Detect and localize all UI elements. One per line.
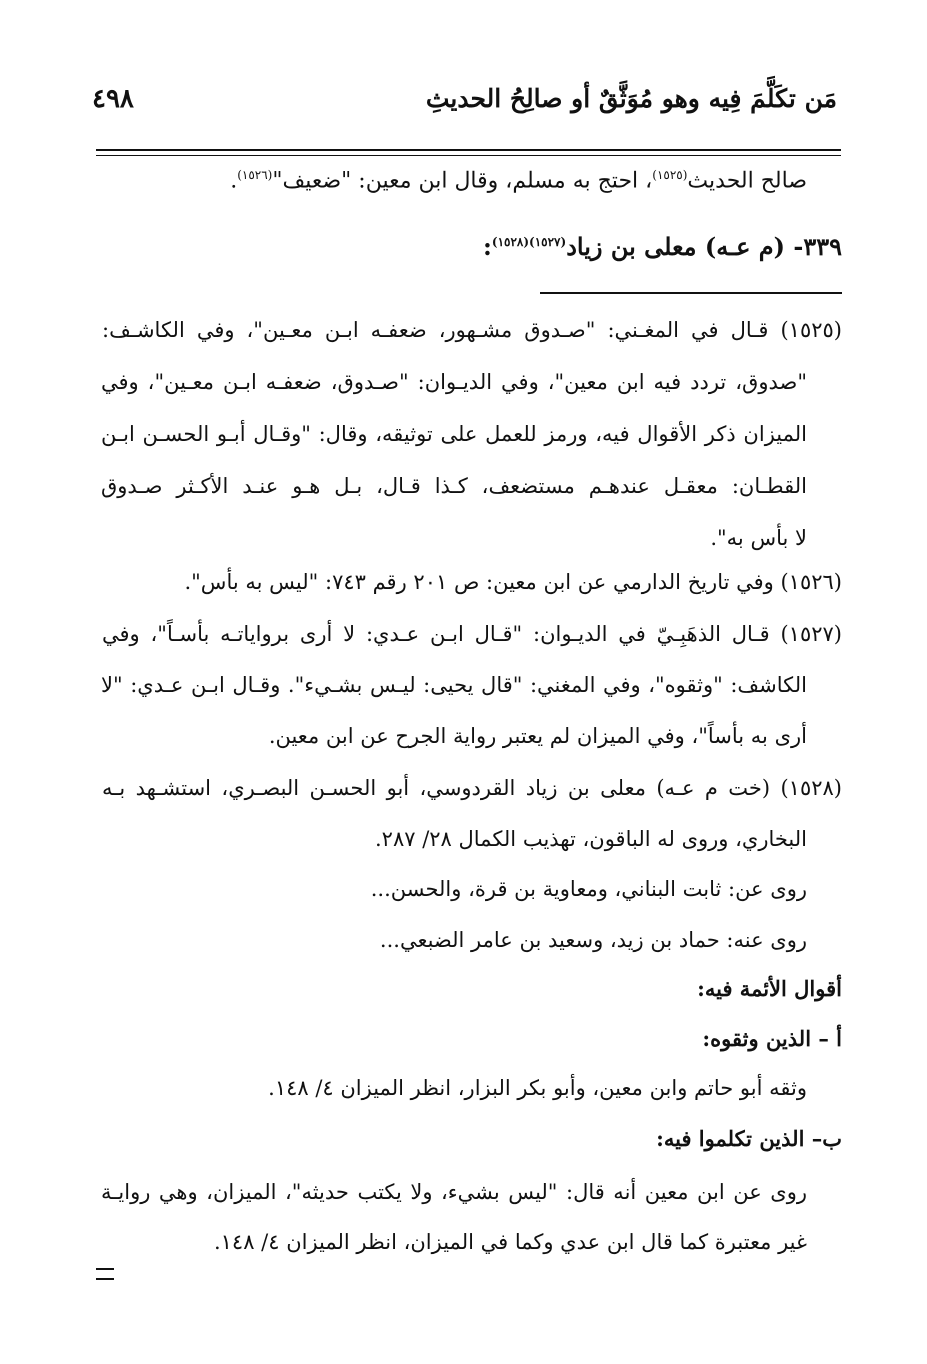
footnote-ref-1527: (١٥٢٧) bbox=[529, 235, 567, 249]
footnote-ref-1528: (١٥٢٨) bbox=[491, 235, 530, 249]
footnote-1528-line-2: البخاري، وروى له الباقون، تهذيب الكمال ٢٨/ ٢٨٧. bbox=[374, 827, 807, 851]
ba-text-line-1: روى عن ابن معين أنه قال: "ليس بشيء، ولا يكتب حديثه"، الميزان، وهي روايـة bbox=[101, 1180, 807, 1204]
running-header-title: مَن تكَلَّمَ فِيه وهو مُوَثَّقٌ أو صالِحُ الحديثِ bbox=[425, 84, 837, 113]
footnote-1527-line-3: أرى به بأساً"، وفي الميزان لم يعتبر رواية الجرح عن ابن معين. bbox=[268, 724, 807, 748]
footnote-1527-line-1: (١٥٢٧) قـال الذهَبِـيّ في الديـوان: "قـال ابـن عـدي: لا أرى برواياتـه بأسـاً"، وفي bbox=[102, 622, 842, 646]
aqwal-heading: أقوال الأئمة فيه: bbox=[697, 976, 842, 1001]
footnote-1526: (١٥٢٦) وفي تاريخ الدارمي عن ابن معين: ص ٢٠١ رقم ٧٤٣: "ليس به بأس". bbox=[184, 570, 842, 594]
footnote-ref-1525: (١٥٢٥) bbox=[652, 168, 688, 182]
footnote-1525-line-2: "صدوق، تردد فيه ابن معين"، وفي الديـوان: "صـدوق، ضعفـه ابـن معـين"، وفي bbox=[101, 370, 807, 394]
page-number: ٤٩٨ bbox=[92, 84, 134, 114]
alif-text: وثقه أبو حاتم وابن معين، وأبو بكر البزار، انظر الميزان ٤/ ١٤٨. bbox=[268, 1076, 807, 1100]
footnote-1528-line-1: (١٥٢٨) (خت م عـه) معلى بن زياد القردوسي، أبو الحسـن البصـري، استشـهد بـه bbox=[102, 776, 842, 800]
ba-heading: ب– الذين تكلموا فيه: bbox=[656, 1126, 842, 1151]
footnote-1527-line-2: الكاشف: "وثقوه"، وفي المغني: "قال يحيى: ليـس بشـيء". وقـال ابـن عـدي: "لا bbox=[101, 673, 807, 697]
ba-text-line-2: غير معتبرة كما قال ابن عدي وكما في الميزان، انظر الميزان ٤/ ١٤٨. bbox=[213, 1230, 807, 1254]
footnote-1525-line-5: لا بأس به". bbox=[710, 526, 807, 550]
continuation-mark bbox=[96, 1268, 114, 1280]
intro-text-2: ، احتج به مسلم، وقال ابن معين: "ضعيف" bbox=[272, 168, 653, 194]
header-rule-thick bbox=[96, 149, 841, 151]
intro-line bbox=[230, 168, 807, 193]
footnote-1525-line-3: الميزان ذكر الأقوال فيه، ورمز للعمل على توثيقه، وقال: "وقـال أبـو الحسـن ابـن bbox=[101, 422, 807, 446]
entry-heading bbox=[483, 232, 842, 261]
footnote-1528-line-3: روى عن: ثابت البناني، ومعاوية بن قرة، والحسن... bbox=[370, 877, 807, 901]
header-rule-thin bbox=[96, 155, 841, 156]
footnote-1525-line-1: (١٥٢٥) قـال في المغـني: "صـدوق مشـهور، ضعفـه ابـن معـين"، وفي الكاشـف: bbox=[102, 318, 842, 342]
entry-label: (م عـه) معلى بن زياد bbox=[566, 232, 794, 261]
intro-text-3: . bbox=[230, 168, 238, 194]
footnote-1528-line-4: روى عنه: حماد بن زيد، وسعيد بن عامر الضبعي... bbox=[379, 928, 807, 952]
intro-text: صالح الحديث bbox=[687, 168, 807, 194]
entry-tail: : bbox=[483, 232, 492, 261]
footnote-ref-1526: (١٥٢٦) bbox=[237, 168, 273, 182]
footnote-separator bbox=[540, 292, 842, 294]
alif-heading: أ – الذين وثقوه: bbox=[702, 1026, 842, 1051]
footnote-1525-line-4: القطـان: معقـل عندهـم مستضعف، كـذا قـال، بـل هـو عنـد الأكـثر صـدوق bbox=[101, 474, 807, 498]
entry-number: ٣٣٩- bbox=[793, 232, 842, 261]
